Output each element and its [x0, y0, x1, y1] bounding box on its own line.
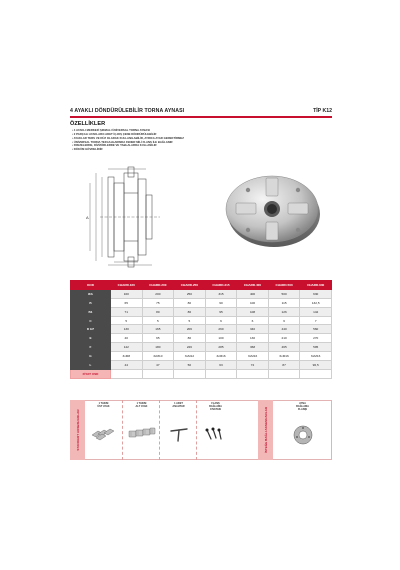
- column-header: CHARD.500: [268, 281, 300, 290]
- table-cell: 87: [268, 361, 300, 370]
- table-cell: 132,5: [300, 298, 332, 307]
- spec-table: [70, 280, 332, 379]
- column-header: CHARD.250: [174, 281, 206, 290]
- table-cell: 5: [142, 316, 174, 325]
- table-cell: 50: [174, 361, 206, 370]
- table-cell: 40: [111, 334, 143, 343]
- table-cell: 200: [142, 289, 174, 298]
- price-cell: [111, 369, 143, 378]
- table-cell: 80: [174, 334, 206, 343]
- table-cell: 6: [268, 316, 300, 325]
- table-cell: 75: [142, 298, 174, 307]
- table-cell: 71: [111, 307, 143, 316]
- row-label: ØA: [71, 289, 111, 298]
- table-cell: 340: [237, 325, 269, 334]
- table-cell: 206: [174, 325, 206, 334]
- page-header: [70, 107, 332, 121]
- flange-bolt-icon: [203, 425, 229, 443]
- table-cell: 6: [205, 316, 237, 325]
- row-label: L: [71, 361, 111, 370]
- table-cell: 368: [237, 343, 269, 352]
- chuck-photo: [216, 168, 328, 250]
- table-cell: 5: [174, 316, 206, 325]
- table-cell: 130: [237, 334, 269, 343]
- table-cell: 142: [300, 307, 332, 316]
- table-row: [71, 298, 332, 307]
- table-cell: 65: [111, 298, 143, 307]
- technical-drawing: [80, 165, 180, 270]
- upper-jaw-set-icon: [90, 425, 118, 441]
- row-label: G: [71, 352, 111, 361]
- accessory-key: [159, 400, 197, 460]
- table-cell: 7: [300, 316, 332, 325]
- optional-accessories-label: İSTEĞE BAĞLI AKSESUARLAR: [263, 406, 268, 454]
- table-cell: 80: [174, 298, 206, 307]
- accessory-lower-jaw: [122, 400, 160, 460]
- column-header: CHARD.315: [205, 281, 237, 290]
- table-cell: 108: [237, 307, 269, 316]
- table-cell: 260: [205, 325, 237, 334]
- feature-item: • 2 PARÇALI AYAKLAR/4 ADET İÇ-DIŞ ÇENE DÖNDÜRÜLEBİLİR: [72, 131, 157, 136]
- table-cell: 180: [142, 343, 174, 352]
- accessory-caption: 1 ADET ANAHTAR: [172, 402, 185, 408]
- table-cell: 6xM16: [300, 352, 332, 361]
- price-label: FİYAT USD: [71, 369, 111, 378]
- table-cell: 95: [205, 307, 237, 316]
- accessory-flange-bolt: [196, 400, 234, 460]
- price-cell: [268, 369, 300, 378]
- table-row: [71, 325, 332, 334]
- column-header: CHARD.160: [111, 281, 143, 290]
- accessory-caption: AYNA BAĞLAMA FLANŞI: [296, 402, 309, 411]
- table-cell: 500: [268, 289, 300, 298]
- table-cell: 115: [268, 298, 300, 307]
- column-header: CHARD.400: [237, 281, 269, 290]
- table-row: [71, 343, 332, 352]
- table-cell: 3xM12: [174, 352, 206, 361]
- standard-accessories-label: STANDART AKSESUARLAR: [75, 409, 80, 451]
- price-row: [71, 369, 332, 378]
- table-row: [71, 307, 332, 316]
- table-cell: 160: [111, 289, 143, 298]
- table-cell: 6xM16: [268, 352, 300, 361]
- table-row: [71, 334, 332, 343]
- table-cell: 100: [205, 334, 237, 343]
- table-cell: 315: [205, 289, 237, 298]
- product-type: TİP K12: [313, 108, 332, 114]
- price-cell: [205, 369, 237, 378]
- feature-item: • DÖKÜM GÖVDELİDİR: [72, 147, 103, 152]
- table-cell: 142: [111, 343, 143, 352]
- table-cell: 44: [111, 361, 143, 370]
- header-divider: [70, 116, 332, 118]
- table-cell: 63: [205, 361, 237, 370]
- standard-accessories-bar: [70, 400, 85, 460]
- column-header: CHARD.630: [300, 281, 332, 290]
- table-header-row: [71, 281, 332, 290]
- table-cell: 595: [300, 343, 332, 352]
- table-cell: 3xM16: [205, 352, 237, 361]
- accessory-caption: 1 TAKIM ÜST AYAK: [97, 402, 110, 408]
- table-cell: 285: [205, 343, 237, 352]
- features-list: [72, 129, 262, 152]
- table-cell: 440: [268, 325, 300, 334]
- feature-item: • 4 AYAKLI MERKEZİ ŞIKMALI ÜNİVERSAL TORNA AYNASI: [72, 128, 150, 132]
- table-cell: 100: [237, 298, 269, 307]
- price-cell: [174, 369, 206, 378]
- feature-item: • ÜNİVERSAL TORNA TEZGAHLARINDA FENER MİLİ FLANŞ İLE BAĞLANIR: [72, 139, 173, 144]
- row-label: C: [71, 316, 111, 325]
- accessory-mounting-flange: [273, 400, 332, 460]
- feature-item: • FREZELERDE, DİVİZÖRLERDE VE TABLALARDA KULLANILIR: [72, 143, 157, 148]
- table-cell: 3xM10: [142, 352, 174, 361]
- row-label: D H7: [71, 325, 111, 334]
- table-cell: 80: [142, 307, 174, 316]
- accessory-caption: FLANŞ BAĞLAMA CIVATASI: [209, 402, 222, 411]
- price-cell: [237, 369, 269, 378]
- product-title: 4 AYAKLI DÖNDÜRÜLEBİLİR TORNA AYNASI: [70, 108, 185, 114]
- table-cell: 5: [111, 316, 143, 325]
- optional-accessories-bar: [258, 400, 273, 460]
- table-cell: 165: [142, 325, 174, 334]
- mounting-flange-icon: [293, 425, 313, 445]
- table-cell: 126: [268, 307, 300, 316]
- column-header: CHARD.200: [142, 281, 174, 290]
- table-cell: 90: [205, 298, 237, 307]
- accessory-upper-jaw: [85, 400, 122, 460]
- chuck-key-icon: [168, 425, 190, 443]
- price-cell: [300, 369, 332, 378]
- table-cell: 250: [174, 289, 206, 298]
- table-cell: 86: [174, 307, 206, 316]
- table-cell: 465: [268, 343, 300, 352]
- table-cell: 130: [111, 325, 143, 334]
- table-row: [71, 352, 332, 361]
- table-row: [71, 361, 332, 370]
- row-label: E: [71, 334, 111, 343]
- features-title: ÖZELLİKLER: [70, 121, 106, 127]
- table-cell: 3xM8: [111, 352, 143, 361]
- feature-item: • AYAKLAR TERS VE DÜZ OLARAK KULLANILABİLİR, AYRICA AYAR GEREKTİRMEZ: [72, 135, 184, 140]
- table-cell: 96,5: [300, 361, 332, 370]
- row-label: B1: [71, 307, 111, 316]
- table-cell: 72: [237, 361, 269, 370]
- table-cell: 226: [174, 343, 206, 352]
- table-cell: 65: [142, 334, 174, 343]
- row-label: B: [71, 298, 111, 307]
- dimension-label: A: [86, 215, 89, 220]
- accessory-caption: 1 TAKIM ALT AYAK: [135, 402, 148, 408]
- price-cell: [142, 369, 174, 378]
- table-cell: 3xM16: [237, 352, 269, 361]
- table-cell: 400: [237, 289, 269, 298]
- accessories-panel: [70, 400, 332, 460]
- table-row: [71, 289, 332, 298]
- column-header: KOD: [71, 281, 111, 290]
- table-cell: 6: [237, 316, 269, 325]
- lower-jaw-set-icon: [127, 425, 157, 441]
- table-cell: 210: [268, 334, 300, 343]
- table-cell: 270: [300, 334, 332, 343]
- table-cell: 47: [142, 361, 174, 370]
- row-label: F: [71, 343, 111, 352]
- table-cell: 630: [300, 289, 332, 298]
- table-cell: 560: [300, 325, 332, 334]
- table-row: [71, 316, 332, 325]
